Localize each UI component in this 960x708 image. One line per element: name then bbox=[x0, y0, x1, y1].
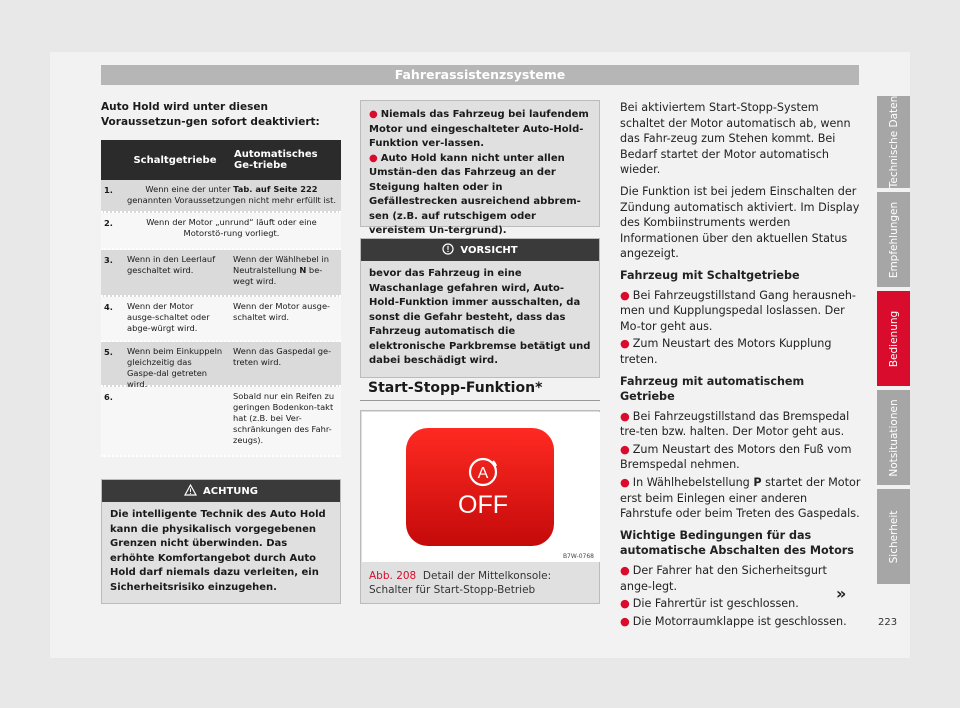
achtung-title: ACHTUNG bbox=[203, 485, 258, 497]
paragraph: Die Funktion ist bei jedem Einschalten der Zündung automatisch aktiviert. Im Display des Kombiinstruments werden Informationen über den aktuellen Status angezeigt. bbox=[620, 184, 860, 261]
list-item: ● Zum Neustart des Motors Kupplung treten. bbox=[620, 337, 832, 366]
tab-empfehlungen[interactable]: Empfehlungen bbox=[877, 192, 910, 287]
page-reference[interactable]: Tab. auf Seite 222 bbox=[233, 184, 318, 194]
table-row: 3. Wenn in den Leerlauf geschaltet wird. Wenn der Wählhebel in Neutralstellung N be-wegt wird. bbox=[101, 250, 341, 297]
bullet-icon: ● bbox=[620, 337, 630, 351]
warning-continued-box bbox=[360, 100, 600, 236]
achtung-header bbox=[102, 480, 340, 502]
achtung-text: Die intelligente Technik des Auto Hold kann die physikalisch vorgegebenen Grenzen nicht überwinden. Das erhöhte Komfortangebot durch Auto Hold darf niemals dazu verleiten, ein Sicherheitsrisiko einzugehen. bbox=[110, 509, 326, 593]
list-item: ● In Wählhebelstellung P startet der Motor erst beim Einlegen einer anderen Fahrstufe oder beim Treten des Gaspedals. bbox=[620, 476, 861, 521]
start-stopp-button bbox=[406, 428, 554, 546]
auto-icon-letter: A bbox=[477, 465, 489, 482]
table-row: 5. Wenn beim Einkuppeln gleichzeitig das Gaspe-dal getreten wird. Wenn das Gaspedal ge-treten wird. bbox=[101, 342, 341, 387]
tab-bedienung[interactable]: Bedienung bbox=[877, 291, 910, 386]
list-item: ● Zum Neustart des Motors den Fuß vom Bremspedal nehmen. bbox=[620, 442, 852, 472]
vorsicht-box bbox=[360, 238, 600, 378]
table-row: 6. Sobald nur ein Reifen zu geringen Bodenkon-takt hat (z.B. bei Ver-schränkungen des Fahr-zeugs). bbox=[101, 387, 341, 457]
continue-arrow-icon: » bbox=[836, 584, 847, 603]
bullet-icon: ● bbox=[620, 409, 630, 423]
paragraph: Bei aktiviertem Start-Stopp-System schaltet der Motor automatisch ab, wenn das Fahr-zeug zum Stehen kommt. Bei Bedarf startet der Motor automatisch wieder. bbox=[620, 101, 851, 177]
list-item: ● Der Fahrer hat den Sicherheitsgurt ange-legt. bbox=[620, 564, 827, 593]
header-schaltgetriebe: Schaltgetriebe bbox=[133, 154, 217, 166]
bullet-icon: ● bbox=[620, 288, 630, 302]
bullet-icon: ● bbox=[620, 476, 630, 490]
list-item: ● Bei Fahrzeugstillstand Gang herausneh-men und Kupplungspedal loslassen. Der Mo-tor geht aus. bbox=[620, 288, 856, 333]
bullet-icon: ● bbox=[620, 564, 630, 578]
list-item: ● Die Motorraumklappe ist geschlossen. bbox=[620, 614, 847, 628]
chapter-header: Fahrerassistenzsysteme bbox=[101, 65, 859, 85]
console-photo bbox=[362, 412, 600, 562]
figure-code: B7W-0768 bbox=[562, 553, 594, 560]
warning-item: ● Auto Hold kann nicht unter allen Umstän-den das Fahrzeug an der Steigung halten oder in Gefällestrecken ausreichend abbrem-sen (z.B. auf rutschigem oder vereistem Un-tergrund). bbox=[369, 152, 581, 236]
column-left bbox=[101, 100, 341, 457]
vorsicht-text: bevor das Fahrzeug in eine Waschanlage gefahren wird, Auto-Hold-Funktion immer ausschalten, da sonst die Gefahr besteht, dass das Fahrzeug automatisch die elektronische Parkbremse betätigt und dabei beschädigt wird. bbox=[369, 268, 591, 366]
column-right bbox=[620, 100, 862, 631]
subheading: Fahrzeug mit automatischem Getriebe bbox=[620, 374, 805, 404]
achtung-box bbox=[101, 479, 341, 604]
tab-technische-daten[interactable]: Technische Daten bbox=[877, 96, 910, 188]
vorsicht-header bbox=[361, 239, 599, 261]
figure-208 bbox=[360, 410, 600, 604]
section-title: Start-Stopp-Funktion* bbox=[368, 380, 543, 396]
warning-triangle-icon bbox=[184, 484, 197, 499]
bullet-icon: ● bbox=[369, 152, 378, 164]
header-automatik: Automatisches Ge-triebe bbox=[234, 149, 318, 171]
section-divider bbox=[360, 400, 600, 401]
bullet-icon: ● bbox=[620, 614, 630, 628]
subheading: Wichtige Bedingungen für das automatische Abschalten des Motors bbox=[620, 528, 854, 558]
table-header bbox=[101, 140, 341, 180]
subheading: Fahrzeug mit Schaltgetriebe bbox=[620, 268, 800, 282]
table-intro: Auto Hold wird unter diesen Voraussetzun-gen sofort deaktiviert: bbox=[101, 101, 320, 128]
bullet-icon: ● bbox=[620, 597, 630, 611]
figure-number: Abb. 208 bbox=[369, 570, 417, 582]
warning-item: ● Niemals das Fahrzeug bei laufendem Motor und eingeschalteter Auto-Hold-Funktion ver-lassen. bbox=[369, 109, 589, 149]
page-number: 223 bbox=[878, 617, 898, 628]
list-item: ● Die Fahrertür ist geschlossen. bbox=[620, 597, 799, 611]
figure-caption: Abb. 208 Detail der Mittelkonsole: Schalter für Start-Stopp-Betrieb bbox=[369, 570, 552, 596]
vorsicht-title: VORSICHT bbox=[460, 244, 518, 256]
deactivation-table bbox=[101, 140, 341, 457]
tab-notsituationen[interactable]: Notsituationen bbox=[877, 390, 910, 485]
bullet-icon: ● bbox=[620, 442, 630, 456]
table-row: 1. Wenn eine der unter Tab. auf Seite 222 genannten Voraussetzungen nicht mehr erfüllt ist. bbox=[101, 180, 341, 213]
off-label: OFF bbox=[458, 491, 508, 519]
chapter-tabs bbox=[877, 96, 910, 588]
info-circle-icon bbox=[442, 243, 454, 258]
table-row: 2. Wenn der Motor „unrund“ läuft oder eine Motorstö-rung vorliegt. bbox=[101, 213, 341, 250]
tab-sicherheit[interactable]: Sicherheit bbox=[877, 489, 910, 584]
table-row: 4. Wenn der Motor ausge-schaltet oder abge-würgt wird. Wenn der Motor ausge-schaltet wird. bbox=[101, 297, 341, 342]
bullet-icon: ● bbox=[369, 109, 378, 120]
list-item: ● Bei Fahrzeugstillstand das Bremspedal tre-ten bzw. halten. Der Motor geht aus. bbox=[620, 409, 850, 439]
